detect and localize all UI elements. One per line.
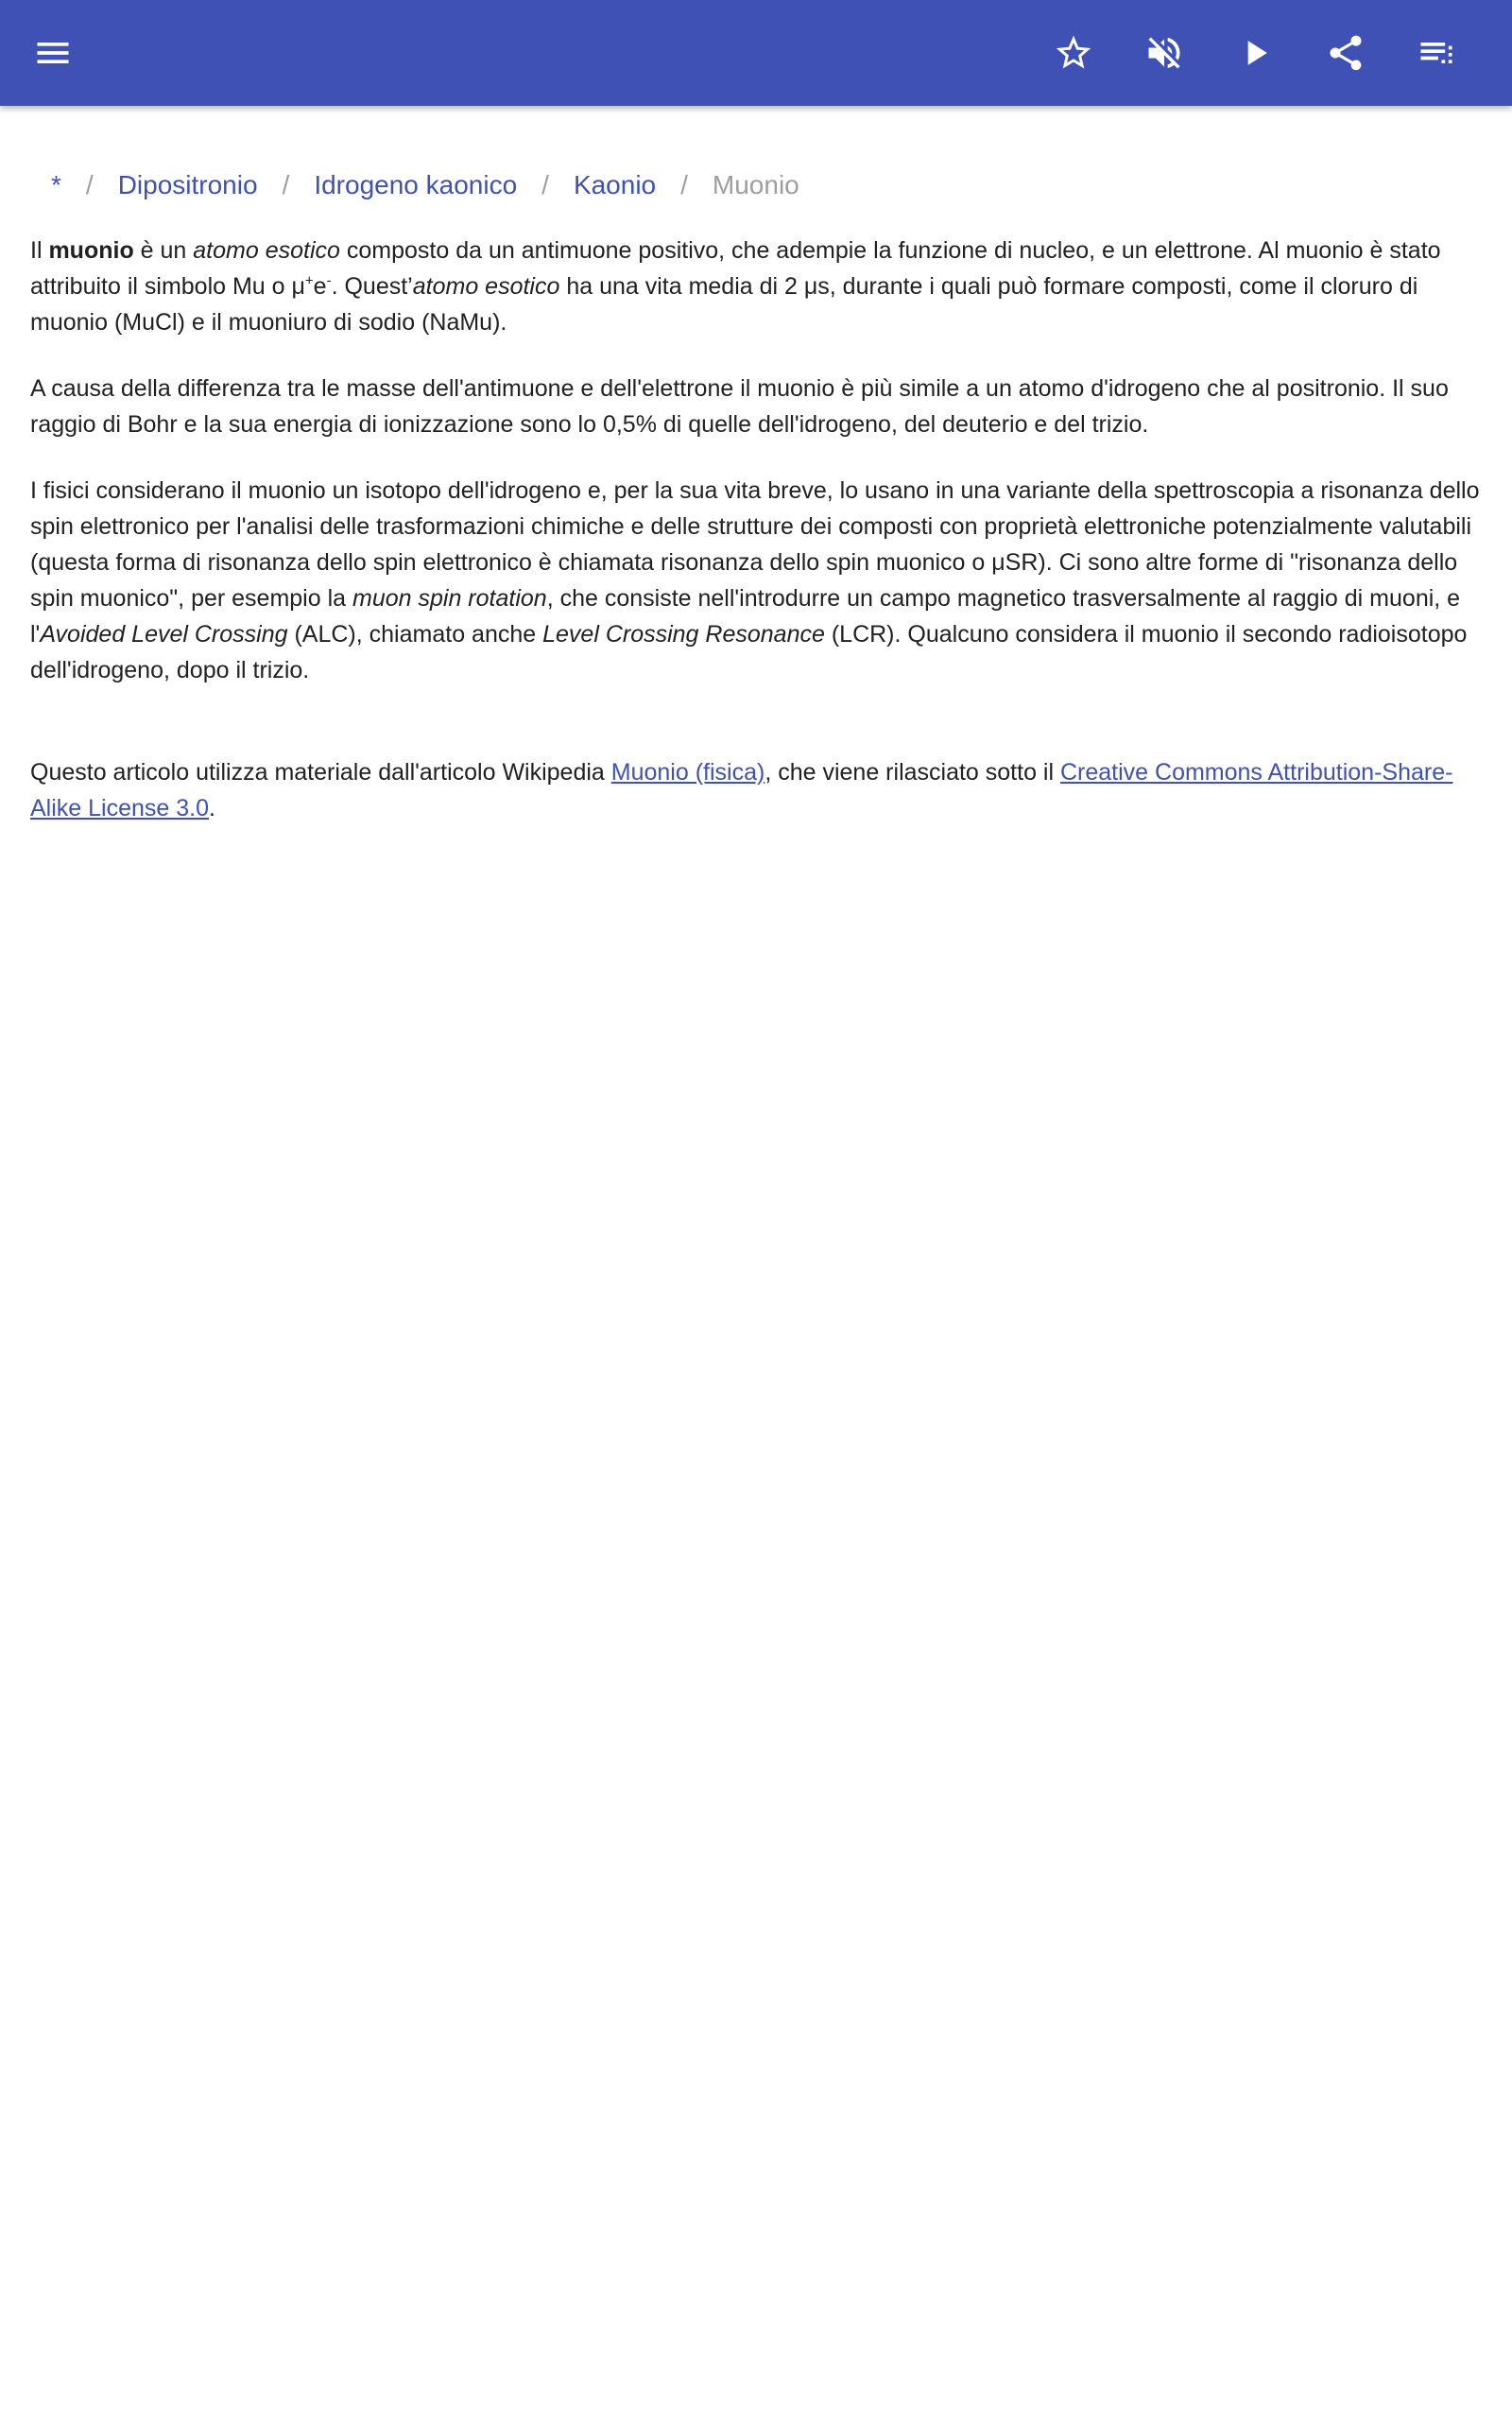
article-paragraph-2: A causa della differenza tra le masse dell'antimuone e dell'elettrone il muonio è più simile a un atomo d'idrogeno che al positronio. Il suo raggio di Bohr e la sua energia di ionizzazione sono lo 0,5% di quelle dell'idrogeno, del deuterio e del trizio.: [30, 375, 1449, 438]
article-content: [30, 151, 1482, 856]
text: (LCR). Qualcuno considera il muonio il secondo radioisotopo dell'idrogeno, dopo il trizio.: [30, 621, 1468, 683]
breadcrumb-separator: /: [680, 170, 688, 199]
wikipedia-source-link[interactable]: Muonio (fisica): [610, 759, 765, 786]
text: Il: [30, 237, 49, 264]
italic-term: muon spin rotation: [352, 585, 547, 612]
breadcrumb-item-dipositronio[interactable]: Dipositronio: [117, 170, 258, 199]
article-paragraph-3: [30, 473, 1482, 688]
volume-off-icon: [1143, 32, 1185, 74]
bold-term: muonio: [48, 237, 134, 264]
text: (ALC), chiamato anche: [287, 621, 543, 648]
play-button[interactable]: [1228, 26, 1281, 79]
italic-term: Level Crossing Resonance: [542, 621, 825, 648]
breadcrumb-current: Muonio: [712, 170, 799, 199]
license-link[interactable]: Creative Commons Attribution-Share-Alike License 3.0: [30, 759, 1453, 821]
text: .: [209, 795, 215, 821]
breadcrumb-separator: /: [85, 170, 94, 199]
playlist-icon: [1416, 32, 1457, 74]
breadcrumb: [30, 168, 1482, 202]
menu-icon: [32, 32, 74, 74]
mute-button[interactable]: [1138, 26, 1191, 79]
play-icon: [1234, 32, 1276, 74]
breadcrumb-item-home[interactable]: *: [51, 170, 61, 199]
text: è un: [133, 237, 194, 264]
breadcrumb-separator: /: [541, 170, 549, 199]
attribution-paragraph: [30, 754, 1482, 826]
text: ha una vita media di 2 μs, durante i quali può formare composti, come il cloruro di muonio (MuCl) e il muoniuro di sodio (NaMu).: [30, 273, 1418, 336]
italic-term: atomo esotico: [193, 237, 340, 264]
breadcrumb-separator: /: [282, 170, 290, 199]
text: Questo articolo utilizza materiale dall'articolo Wikipedia: [30, 759, 611, 786]
italic-term: Avoided Level Crossing: [40, 621, 288, 648]
spacer: [30, 718, 1482, 754]
menu-button[interactable]: [26, 26, 79, 79]
text: e: [313, 273, 327, 300]
text: . Quest’: [331, 273, 413, 300]
text: composto da un antimuone positivo, che adempie la funzione di nucleo, e un elettrone. Al muonio è stato attribuito il simbolo Mu o μ: [30, 237, 1441, 300]
playlist-button[interactable]: [1410, 26, 1463, 79]
article-paragraph-1: [30, 233, 1482, 340]
share-button[interactable]: [1319, 26, 1372, 79]
app-bar: [0, 0, 1512, 106]
italic-term: atomo esotico: [412, 273, 560, 300]
share-icon: [1325, 32, 1366, 74]
text: I fisici considerano il muonio un isotopo dell'idrogeno e, per la sua vita breve, lo usano in una variante della spettroscopia a risonanza dello spin elettronico per l'analisi delle trasformazioni chimiche e delle strutture dei composti con proprietà elettroniche potenzialmente valutabili (questa forma di risonanza dello spin elettronico è chiamata risonanza dello spin muonico o μSR). Ci sono altre forme di "risonanza dello spin muonico", per esempio la: [30, 477, 1480, 612]
superscript: +: [304, 272, 314, 289]
breadcrumb-item-idrogeno-kaonico[interactable]: Idrogeno kaonico: [314, 170, 518, 199]
text: , che consiste nell'introdurre un campo magnetico trasversalmente al raggio di muoni, e l': [30, 585, 1461, 648]
superscript: -: [326, 272, 332, 289]
breadcrumb-item-kaonio[interactable]: Kaonio: [573, 170, 657, 199]
bookmark-button[interactable]: [1047, 26, 1100, 79]
text: , che viene rilasciato sotto il: [765, 759, 1060, 786]
star-outline-icon: [1053, 32, 1094, 74]
